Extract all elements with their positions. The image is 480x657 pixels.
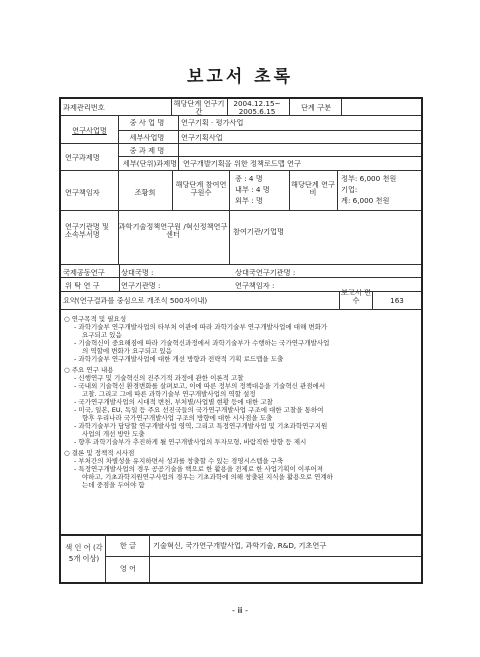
internal-count: 내부 : 4 명 (235, 186, 270, 194)
divider (61, 309, 423, 310)
list-item: - 부처간의 차별성을 유지하면서 성과를 창출할 수 있는 경영시스템을 구축 (74, 457, 284, 465)
divider (229, 170, 230, 264)
program-label: 연구사업명 (72, 127, 107, 135)
org-value: 과학기술정책연구원 /혁신정책연구센터 (118, 223, 228, 240)
divider (178, 115, 179, 170)
list-item: 야하고, 기초과학지원연구사업의 경우는 기초과학에 의해 창출된 지식을 활용으로 연계하 (82, 473, 333, 481)
research-cost-label: 해당단계 연구비 (291, 181, 335, 198)
list-item: 고찰. 그리고 그에 따른 과학기술부 연구개발사업의 역할 설정 (82, 390, 256, 398)
section-conclusion-heading: ○ 결론 및 정책적 시사점 (64, 449, 135, 457)
main-task-label: 중 과 제 명 (129, 147, 165, 155)
list-item: - 국내외 기술혁신 환경변화를 살펴보고, 이에 따른 정부의 정책대응을 기술혁신 관점에서 (74, 382, 326, 390)
divider (61, 143, 423, 144)
page-count-value: 163 (390, 297, 404, 305)
sub-program-label: 세부사업명 (129, 134, 165, 142)
list-item: 사업의 개선 방안 도출 (82, 430, 145, 438)
divider (61, 210, 423, 211)
divider (118, 130, 423, 131)
company-cost: 기업: (341, 186, 358, 194)
divider (61, 264, 423, 265)
participant-count-label: 해당단계 참여연구원수 (175, 181, 227, 198)
government-cost: 정부: 6,000 천원 (341, 175, 397, 183)
divider (118, 156, 423, 157)
page-number: - ⅲ - (232, 606, 248, 615)
counterpart-org: 상대국연구기관명 : (235, 269, 296, 277)
summary-label: 요약(연구결과를 중심으로 개조식 500자이내) (63, 297, 208, 305)
list-item: 향후 우리나라 국가연구개발사업 구조의 방향에 대한 시사점을 도출 (82, 414, 273, 422)
divider (289, 170, 290, 210)
english-keywords-label: 영 어 (119, 565, 137, 573)
stage-period-label: 해당단계 연구기간 (173, 100, 225, 117)
divider (105, 534, 106, 584)
org-label: 연구기관명 및 소속부서명 (65, 223, 109, 240)
detail-task-value: 연구개발기획을 위한 정책로드맵 연구 (183, 160, 301, 168)
index-terms-label: 색 인 어 (각 5개 이상) (65, 543, 103, 563)
stage-type-label: 단계 구분 (300, 104, 332, 112)
list-item: - 향후 과학기술부가 추진하게 될 연구개발사업의 투자모형, 바람직한 방향 등 제시 (74, 438, 307, 446)
divider (61, 170, 423, 171)
stage-period-value: 2004.12.15~ 2005.6.15 (233, 100, 281, 117)
divider (61, 115, 423, 116)
divider (372, 291, 373, 309)
korean-keywords-label: 한 글 (119, 542, 137, 550)
summary-body (61, 315, 421, 489)
divider (118, 170, 119, 264)
divider (227, 99, 228, 115)
report-abstract-form (59, 97, 423, 584)
list-item: - 국가연구개발사업의 시대적 변천, 부처별/사업별 현황 등에 대한 고찰 (74, 398, 273, 406)
divider (119, 264, 120, 291)
total-cost: 계: 6,000 천원 (341, 197, 390, 205)
korean-keywords-value: 기술혁신, 국가연구개발사업, 과학기술, R&D, 기초연구 (153, 542, 327, 550)
counterpart-country: 상대국명 : (121, 269, 154, 277)
external-count: 외부 : 명 (235, 197, 263, 205)
detail-task-label: 세부(단위)과제명 (122, 160, 178, 168)
list-item: - 과학기술부 연구개발사업에 대한 개선 방향과 전략적 기획 로드맵을 도출 (74, 355, 284, 363)
researcher-label: 연구책임자 (65, 189, 100, 197)
divider (149, 534, 150, 584)
total-count: 총 : 4 명 (235, 175, 263, 183)
list-item: - 신행연구 및 기술혁신의 진주기적 과정에 관한 이론적 고찰 (74, 374, 244, 382)
list-item: 요구되고 있음 (82, 331, 122, 339)
intl-research-label: 국제공동연구 (63, 269, 105, 277)
list-item: - 특정연구개발사업의 경우 공공기술을 핵으로 한 활용을 전제로 한 사업기획이 이루어져 (74, 465, 324, 473)
divider (289, 99, 290, 115)
main-program-value: 연구기획 · 평가사업 (181, 119, 244, 127)
divider (118, 115, 119, 170)
list-item: - 기술혁신이 중요해짐에 따라 기술혁신과정에서 과학기술부가 수행하는 국가연구개발사업 (74, 339, 330, 347)
mgmt-number-label: 과제관리번호 (63, 104, 105, 112)
list-item: - 과학기술부가 담당할 연구개발사업 영역, 그리고 특정연구개발사업 및 기초과학연구지원 (74, 422, 328, 430)
divider (339, 291, 340, 309)
section-contents-heading: ○ 주요 연구 내용 (64, 366, 114, 374)
divider (61, 277, 423, 278)
divider (171, 99, 172, 115)
partner-org-label: 참여기관/기업명 (233, 228, 285, 236)
divider (61, 534, 423, 536)
consign-research-label: 위 탁 연 구 (65, 282, 100, 290)
section-purpose-heading: ○ 연구목적 및 필요성 (64, 315, 127, 323)
divider (61, 291, 423, 292)
sub-program-value: 연구기획사업 (181, 134, 223, 142)
list-item: - 미국, 일본, EU, 독일 등 주요 선진국들의 국가연구개발사업 구조에 대한 고찰을 통하여 (74, 406, 324, 414)
consign-lead: 연구책임자 : (235, 282, 275, 290)
consign-org: 연구기관명 : (121, 282, 161, 290)
list-item: - 과학기술부 연구개발사업의 타부처 이관에 따라 과학기술부 연구개발사업에 대해 변화가 (74, 323, 328, 331)
task-label: 연구과제명 (65, 154, 100, 162)
page-count-label: 보고서 면수 (340, 289, 372, 306)
divider (337, 170, 338, 210)
list-item: 는데 중점을 두어야 함 (82, 481, 145, 489)
page-title: 보고서 초록 (186, 67, 294, 87)
researcher-name: 조황희 (134, 189, 156, 197)
main-program-label: 중 사 업 명 (129, 119, 165, 127)
list-item: 의 역할에 변화가 요구되고 있음 (82, 347, 172, 355)
divider (105, 556, 423, 557)
divider (172, 170, 173, 210)
divider (341, 99, 342, 115)
